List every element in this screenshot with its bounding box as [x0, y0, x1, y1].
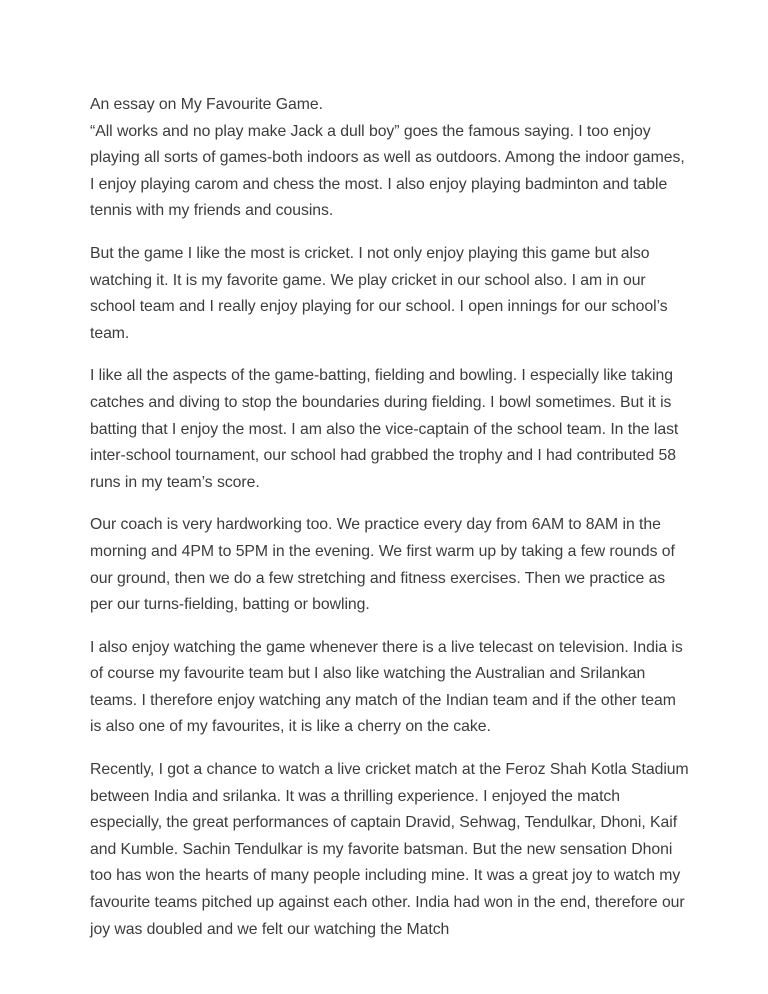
paragraph: I also enjoy watching the game whenever there is a live telecast on television. India is of course my favourite team but I also like watching the Australian and Srilankan teams. I therefore enjoy watching any match of the Indian team and if the other team is also one of my favourites, it is like a cherry on the cake. [90, 638, 683, 736]
paragraph: Recently, I got a chance to watch a live cricket match at the Feroz Shah Kotla Stadium between India and srilanka. It was a thrilling experience. I enjoyed the match especially, the great performances of captain Dravid, Sehwag, Tendulkar, Dhoni, Kaif and Kumble. Sachin Tendulkar is my favorite batsman. But the new sensation Dhoni too has won the hearts of many people including mine. It was a great joy to watch my favourite teams pitched up against each other. India had won in the end, therefore our joy was doubled and we felt our watching the Match [90, 761, 689, 938]
essay-title: An essay on My Favourite Game. [90, 96, 323, 113]
paragraph: Our coach is very hardworking too. We practice every day from 6AM to 8AM in the morning and 4PM to 5PM in the evening. We first warm up by taking a few rounds of our ground, then we do a few stretching and fitness exercises. Then we practice as per our turns-fielding, batting or bowling. [90, 516, 675, 614]
paragraph-intro [90, 92, 690, 225]
document-page [90, 92, 690, 959]
paragraph: I like all the aspects of the game-batting, fielding and bowling. I especially like taking catches and diving to stop the boundaries during fielding. I bowl sometimes. But it is batting that I enjoy the most. I am also the vice-captain of the school team. In the last inter-school tournament, our school had grabbed the trophy and I had contributed 58 runs in my team’s score. [90, 367, 679, 491]
paragraph: But the game I like the most is cricket. I not only enjoy playing this game but also watching it. It is my favorite game. We play cricket in our school also. I am in our school team and I really enjoy playing for our school. I open innings for our school’s team. [90, 244, 668, 342]
paragraph-text: “All works and no play make Jack a dull boy” goes the famous saying. I too enjoy playing all sorts of games-both indoors as well as outdoors. Among the indoor games, I enjoy playing carom and chess the most. I also enjoy playing badminton and table tennis with my friends and cousins. [90, 122, 685, 220]
